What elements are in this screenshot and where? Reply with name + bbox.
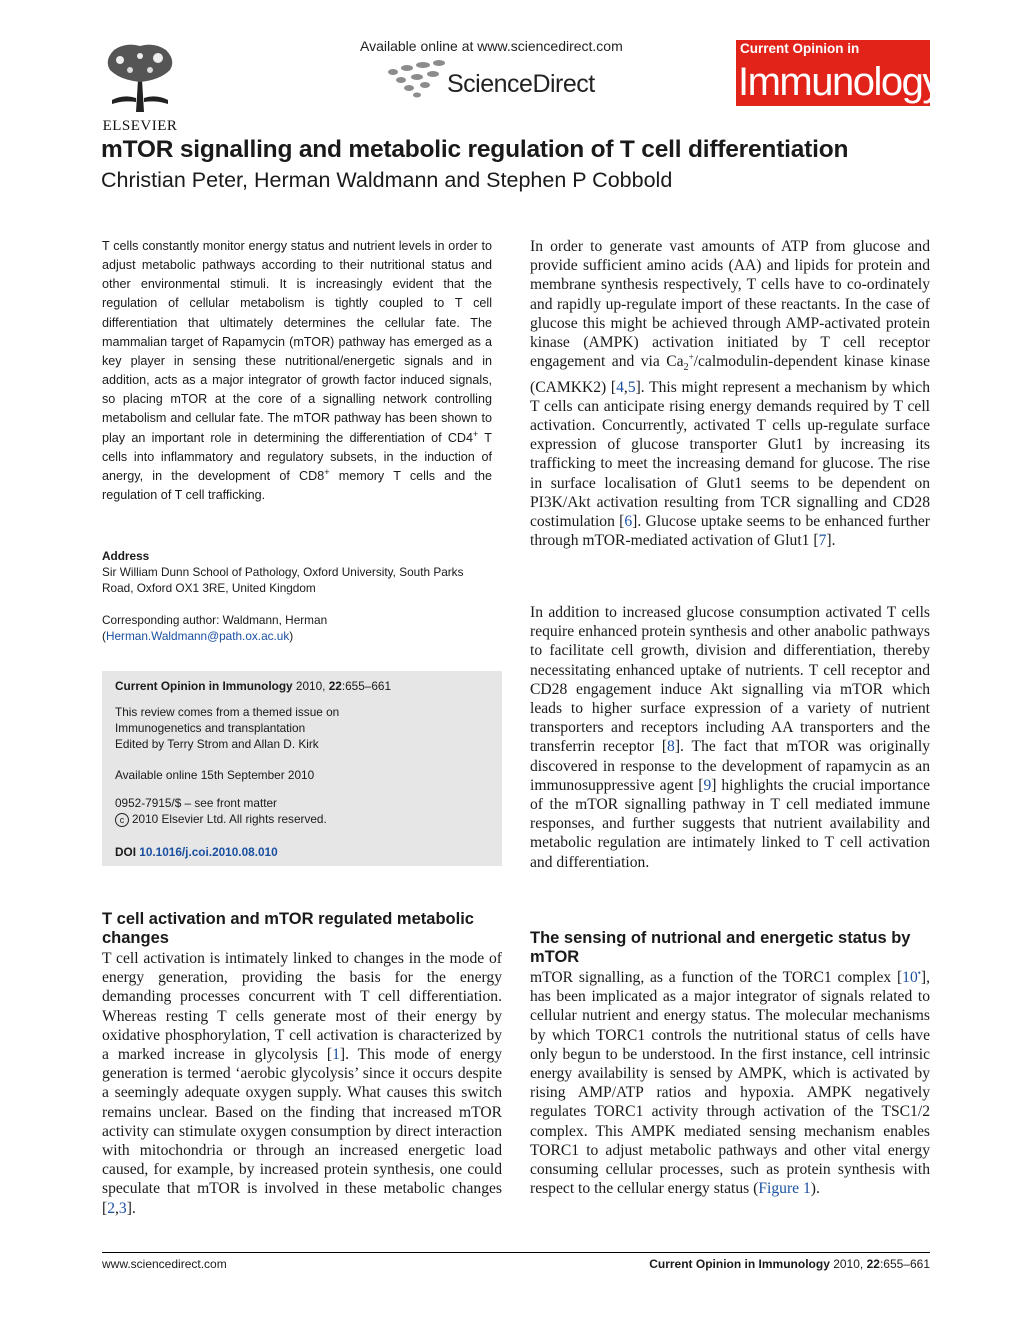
issn-line: 0952-7915/$ – see front matter — [115, 796, 277, 810]
copyright-line: c 2010 Elsevier Ltd. All rights reserved. — [115, 811, 495, 827]
citation-line: Current Opinion in Immunology 2010, 22:655–661 — [115, 679, 392, 693]
abstract: T cells constantly monitor energy status and nutrient levels in order to adjust metabolic pathways according to their nutritional status and other environmental stimuli. It is increasingly evident that the regulation of cellular metabolism is tightly coupled to T cell differentiation that ultimately determines the cellular fate. The mammalian target of Rapamycin (mTOR) pathway has emerged as a key player in sensing these nutritional/energetic signals and in addition, acts as a major integrator of growth factor induced signals, so placing mTOR at the core of a signalling network controlling metabolism and cellular fate. The mTOR pathway has been shown to play an important role in determining the differentiation of CD4+ T cells into inflammatory and regulatory subsets, in the induction of anergy, in the development of CD8+ memory T cells and the regulation of T cell trafficking. — [102, 239, 492, 503]
journal-logo-top: Current Opinion in — [740, 41, 860, 56]
section-heading: T cell activation and mTOR regulated metabolic changes — [102, 910, 474, 947]
theme-line: This review comes from a themed issue on — [115, 705, 340, 719]
address-line: Sir William Dunn School of Pathology, Oxford University, South Parks — [102, 565, 464, 579]
reference-link[interactable]: 9 — [703, 776, 712, 794]
available-online-text: Available online at www.sciencedirect.com — [360, 38, 623, 54]
section-body: T cell activation is intimately linked to changes in the mode of energy generation, providing the basis for the energy demanding processes concurrent with T cell differentiation. Whereas resting T cells generate most of their energy by oxidative phosphorylation, T cell activation is characterized by a marked increase in glycolysis [1]. This mode of energy generation is termed ‘aerobic glycolysis’ since it occurs despite a seemingly adequate oxygen supply. What causes this switch remains unclear. Based on the finding that increased mTOR activity can stimulate oxygen consumption by direct interaction with mitochondria or through an increased energetic load caused, for example, by increased protein synthesis, one could speculate that mTOR is involved in these metabolic changes [2,3]. — [102, 950, 502, 1217]
reference-link[interactable]: 10• — [902, 967, 921, 986]
address-block — [102, 548, 502, 596]
corresponding-author: Corresponding author: Waldmann, Herman (Herman.Waldmann@path.ox.ac.uk) — [102, 612, 502, 644]
footer-url: www.sciencedirect.com — [102, 1257, 227, 1271]
copyright-icon: c — [115, 813, 129, 827]
corresponding-label: Corresponding author: Waldmann, Herman — [102, 613, 328, 627]
doi-link[interactable]: 10.1016/j.coi.2010.08.010 — [139, 845, 278, 859]
editors-line: Edited by Terry Strom and Allan D. Kirk — [115, 737, 319, 751]
reference-link[interactable]: 6 — [624, 512, 633, 530]
sciencedirect-dots-icon — [385, 58, 447, 98]
doi-line: DOI 10.1016/j.coi.2010.08.010 — [115, 845, 278, 859]
body-paragraph: In addition to increased glucose consumption activated T cells require enhanced protein synthesis and other anabolic pathways to facilitate cell growth, division and differentiation, thereby necessitating enhanced uptake of nutrients. T cell receptor and CD28 engagement induce Akt signalling via mTOR which leads to higher surface expression of a variety of nutrient transporters and receptors including AA transporters and the transferrin receptor [8]. The fact that mTOR was originally discovered in response to the development of rapamycin as an immunosuppressive agent [9] highlights the crucial importance of the mTOR signalling pathway in T cell mediated immune responses, and further suggests that nutrient availability and metabolic regulation are intimately linked to T cell activation and differentiation. — [530, 604, 930, 871]
elsevier-logo — [96, 40, 184, 132]
address-label: Address — [102, 549, 150, 563]
section-body: mTOR signalling, as a function of the TORC1 complex [10•], has been implicated as a major integrator of signals related to cellular nutrient and energy status. The molecular mechanisms by which TORC1 controls the nutritional status of cells have only begun to be understood. In the first instance, cell intrinsic energy availability is sensed by AMPK, which is activated by rising AMP/ATP ratios and hypoxia. AMPK negatively regulates TORC1 activity through activation of the TSC1/2 complex. This AMPK mediated sensing mechanism enables TORC1 to adjust metabolic pathways and other vital energy consuming cellular processes, such as protein synthesis with respect to the cellular energy status (Figure 1). — [530, 967, 930, 1198]
reference-link[interactable]: 3 — [118, 1199, 127, 1217]
reference-link[interactable]: 7 — [818, 532, 827, 550]
available-date: Available online 15th September 2010 — [115, 768, 315, 782]
journal-logo-main: Immunology — [738, 60, 941, 104]
reference-link[interactable]: 4 — [616, 378, 624, 396]
theme-name: Immunogenetics and transplantation — [115, 721, 306, 735]
publisher-name: ELSEVIER — [102, 118, 178, 134]
reference-link[interactable]: 8 — [667, 738, 675, 756]
reference-link[interactable]: 1 — [332, 1046, 340, 1064]
elsevier-tree-icon — [100, 40, 180, 112]
section-heading: The sensing of nutrional and energetic status by mTOR — [530, 929, 911, 966]
reference-link[interactable]: 5 — [627, 378, 636, 396]
author-email-link[interactable]: Herman.Waldmann@path.ox.ac.uk — [105, 629, 290, 643]
footer-citation: Current Opinion in Immunology 2010, 22:655–661 — [649, 1257, 930, 1271]
article-authors: Christian Peter, Herman Waldmann and Stephen P Cobbold — [101, 168, 673, 192]
article-title: mTOR signalling and metabolic regulation of T cell differentiation — [101, 136, 849, 163]
reference-link[interactable]: 2 — [107, 1199, 115, 1217]
address-line: Road, Oxford OX1 3RE, United Kingdom — [102, 581, 316, 595]
article-info-box — [102, 671, 502, 866]
journal-logo — [736, 40, 941, 106]
footer-divider — [102, 1252, 930, 1253]
body-paragraph: In order to generate vast amounts of ATP from glucose and provide sufficient amino acids (AA) and lipids for protein and membrane synthesis respectively, T cells have to co-ordinately and rapidly up-regulate import of these reactants. In the case of glucose this might be achieved through AMP-activated protein kinase (AMPK) activation initiated by T cell receptor engagement and via $Ca_2^+/calmodulin$-dependent kinase kinase (CAMKK2) [4,5]. This might represent a mechanism by which T cells can anticipate rising energy demands required by T cell activation. Concurrently, activated T cells up-regulate surface expression of glucose transporter Glut1 by increasing its trafficking to meet the increasing demand for glucose. The rise in surface localisation of Glut1 seems to be dependent on PI3K/Akt activation resulting from TCR signalling and CD28 costimulation [6]. Glucose uptake seems to be enhanced further through mTOR-mediated activation of Glut1 [7]. — [530, 238, 931, 550]
sciencedirect-logo[interactable] — [385, 58, 625, 98]
figure-link[interactable]: Figure 1 — [758, 1180, 811, 1198]
sciencedirect-wordmark: ScienceDirect — [447, 70, 595, 98]
